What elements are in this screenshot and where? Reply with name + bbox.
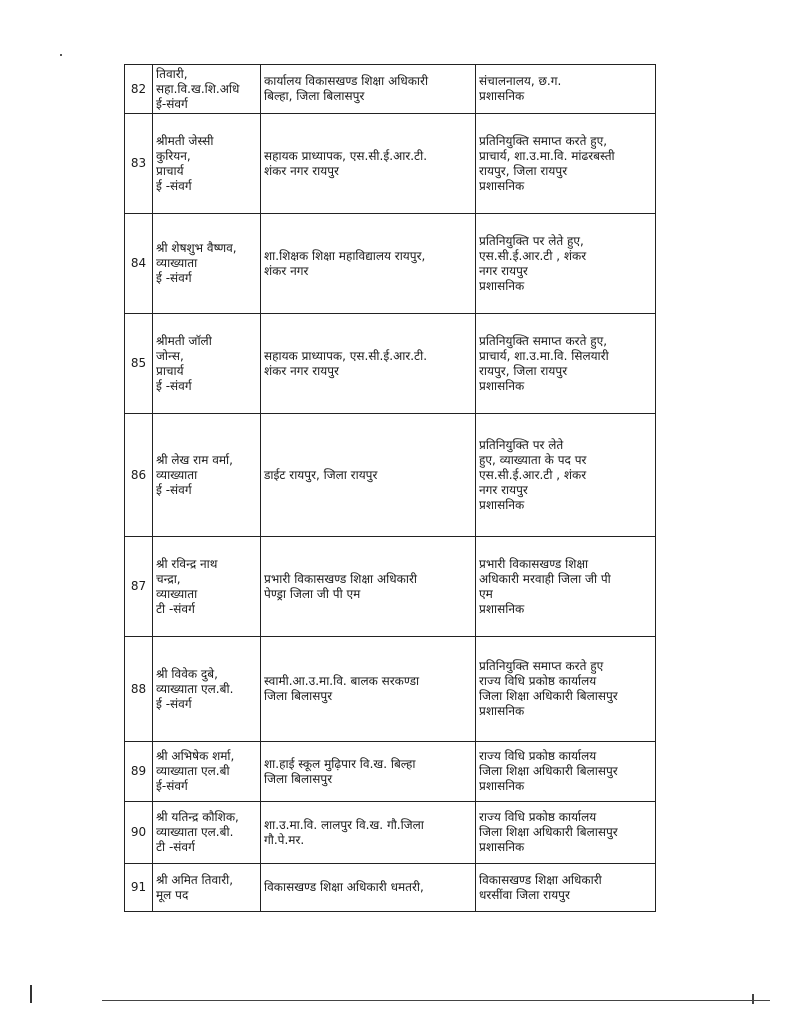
cell-line: जिला शिक्षा अधिकारी बिलासपुर	[479, 764, 618, 778]
cell-line: प्रशासनिक	[479, 378, 525, 393]
cell-line: जिला शिक्षा अधिकारी बिलासपुर	[479, 825, 618, 839]
table-row	[125, 637, 656, 742]
cell-line: प्रशासनिक	[479, 601, 525, 616]
serial-number: 87	[125, 537, 153, 637]
cell-line: टी -संवर्ग	[156, 601, 195, 616]
serial-number: 84	[125, 214, 153, 314]
new-posting-cell	[476, 802, 656, 864]
new-posting-cell	[476, 114, 656, 214]
cell-line: विकासखण्ड शिक्षा अधिकारी	[479, 872, 602, 887]
cell-line: प्राचार्य	[156, 163, 184, 178]
cell-line: प्रशासनिक	[479, 278, 525, 293]
cell-line: राज्य विधि प्रकोष्ठ कार्यालय	[479, 674, 597, 688]
cell-line: शंकर नगर रायपुर	[264, 163, 339, 178]
cell-line: नगर रायपुर	[479, 263, 528, 278]
cell-line: शा.उ.मा.वि. लालपुर वि.ख. गौ.जिला	[264, 817, 424, 832]
serial-number: 88	[125, 637, 153, 742]
scan-mark	[60, 54, 62, 56]
cell-line: एस.सी.ई.आर.टी , शंकर	[479, 467, 587, 482]
cell-line: विकासखण्ड शिक्षा अधिकारी धमतरी,	[264, 880, 424, 894]
cell-line: हुए, व्याख्याता के पद पर	[479, 452, 587, 467]
cell-line: प्रभारी विकासखण्ड शिक्षा अधिकारी	[264, 571, 417, 586]
cell-line: व्याख्याता	[156, 467, 198, 482]
cell-line: व्याख्याता एल.बी	[156, 764, 230, 778]
cell-line: अधिकारी मरवाही जिला जी पी	[479, 571, 611, 586]
cell-line: ई -संवर्ग	[156, 696, 192, 711]
cell-line: गौ.पे.मर.	[264, 832, 305, 847]
employee-name-cell	[153, 742, 261, 802]
cell-line: प्राचार्य, शा.उ.मा.वि. मांढरबस्ती	[479, 148, 615, 163]
cell-line: श्री विवेक दुबे,	[156, 666, 218, 681]
employee-name-cell	[153, 114, 261, 214]
cell-line: मूल पद	[156, 887, 189, 902]
cell-line: सहायक प्राध्यापक, एस.सी.ई.आर.टी.	[264, 148, 428, 163]
table-row	[125, 802, 656, 864]
cell-line: व्याख्याता एल.बी.	[156, 681, 234, 696]
cell-line: टी -संवर्ग	[156, 840, 195, 854]
cell-line: सहायक प्राध्यापक, एस.सी.ई.आर.टी.	[264, 348, 428, 363]
employee-name-cell	[153, 802, 261, 864]
cell-line: कुरियन,	[156, 148, 191, 163]
cell-line: डाईट रायपुर, जिला रायपुर	[264, 467, 378, 482]
cell-line: एम	[479, 586, 493, 601]
current-posting-cell	[261, 314, 476, 414]
cell-line: सहा.वि.ख.शि.अधि	[156, 81, 240, 96]
table-row	[125, 742, 656, 802]
employee-name-cell	[153, 414, 261, 537]
cell-line: प्रशासनिक	[479, 779, 525, 793]
cell-line: प्रतिनियुक्ति समाप्त करते हुए,	[479, 133, 608, 148]
cell-line: शा.हाई स्कूल मुढ़िपार वि.ख. बिल्हा	[264, 756, 416, 771]
current-posting-cell	[261, 802, 476, 864]
table-row	[125, 864, 656, 912]
current-posting-cell	[261, 537, 476, 637]
cell-line: धरसींवा जिला रायपुर	[479, 887, 570, 902]
current-posting-cell	[261, 864, 476, 912]
cell-line: ई -संवर्ग	[156, 178, 192, 193]
cell-line: प्रशासनिक	[479, 497, 525, 512]
cell-line: श्री अमित तिवारी,	[156, 872, 234, 887]
new-posting-cell	[476, 65, 656, 114]
employee-name-cell	[153, 314, 261, 414]
table-row	[125, 537, 656, 637]
new-posting-cell	[476, 314, 656, 414]
cell-line: प्रतिनियुक्ति पर लेते हुए,	[479, 233, 584, 248]
current-posting-cell	[261, 414, 476, 537]
cell-line: राज्य विधि प्रकोष्ठ कार्यालय	[479, 749, 597, 763]
current-posting-cell	[261, 214, 476, 314]
cell-line: प्रतिनियुक्ति समाप्त करते हुए,	[479, 333, 608, 348]
cell-line: रायपुर, जिला रायपुर	[479, 363, 568, 378]
cell-line: ई-संवर्ग	[156, 96, 188, 111]
cell-line: श्री अभिषेक शर्मा,	[156, 749, 235, 763]
cell-line: प्रशासनिक	[479, 704, 525, 718]
cell-line: पेण्ड्रा जिला जी पी एम	[264, 586, 361, 601]
serial-number: 90	[125, 802, 153, 864]
new-posting-cell	[476, 537, 656, 637]
cell-line: प्राचार्य, शा.उ.मा.वि. सिलयारी	[479, 348, 609, 363]
cell-line: प्रतिनियुक्ति पर लेते	[479, 437, 564, 452]
current-posting-cell	[261, 742, 476, 802]
employee-name-cell	[153, 864, 261, 912]
employee-name-cell	[153, 637, 261, 742]
cell-line: राज्य विधि प्रकोष्ठ कार्यालय	[479, 810, 597, 824]
current-posting-cell	[261, 65, 476, 114]
cell-line: जोन्स,	[156, 348, 184, 363]
cell-line: स्वामी.आ.उ.मा.वि. बालक सरकण्डा	[264, 674, 420, 688]
cell-line: ई -संवर्ग	[156, 271, 192, 285]
serial-number: 89	[125, 742, 153, 802]
new-posting-cell	[476, 214, 656, 314]
cell-line: बिल्हा, जिला बिलासपुर	[264, 89, 365, 103]
cell-line: जिला बिलासपुर	[264, 689, 333, 703]
transfer-table	[124, 64, 656, 912]
cell-line: प्रभारी विकासखण्ड शिक्षा	[479, 556, 589, 571]
cell-line: प्रशासनिक	[479, 840, 525, 854]
new-posting-cell	[476, 864, 656, 912]
serial-number: 83	[125, 114, 153, 214]
table-row	[125, 414, 656, 537]
table-row	[125, 214, 656, 314]
new-posting-cell	[476, 742, 656, 802]
margin-tick	[752, 994, 754, 1004]
employee-name-cell	[153, 214, 261, 314]
cell-line: श्री रविन्द्र नाथ	[156, 556, 218, 571]
cell-line: श्रीमती जॉली	[156, 333, 212, 348]
cell-line: श्री यतिन्द्र कौशिक,	[156, 810, 239, 824]
cell-line: संचालनालय, छ.ग.	[479, 74, 562, 88]
cell-line: जिला शिक्षा अधिकारी बिलासपुर	[479, 689, 618, 703]
cell-line: प्राचार्य	[156, 363, 184, 378]
cell-line: ई -संवर्ग	[156, 482, 192, 497]
cell-line: कार्यालय विकासखण्ड शिक्षा अधिकारी	[264, 74, 429, 88]
current-posting-cell	[261, 637, 476, 742]
serial-number: 82	[125, 65, 153, 114]
serial-number: 85	[125, 314, 153, 414]
cell-line: शा.शिक्षक शिक्षा महाविद्यालय रायपुर,	[264, 248, 426, 263]
margin-rule	[30, 985, 32, 1003]
cell-line: ई-संवर्ग	[156, 779, 188, 793]
cell-line: एस.सी.ई.आर.टी , शंकर	[479, 248, 587, 263]
table-row	[125, 314, 656, 414]
cell-line: शंकर नगर	[264, 263, 309, 278]
cell-line: तिवारी,	[156, 66, 188, 81]
cell-line: चन्द्रा,	[156, 571, 181, 586]
cell-line: श्री शेषशुभ वैष्णव,	[156, 241, 237, 255]
cell-line: श्रीमती जेस्सी	[156, 133, 214, 148]
cell-line: श्री लेख राम वर्मा,	[156, 452, 233, 467]
new-posting-cell	[476, 637, 656, 742]
table-row	[125, 114, 656, 214]
cell-line: रायपुर, जिला रायपुर	[479, 163, 568, 178]
employee-name-cell	[153, 65, 261, 114]
cell-line: शंकर नगर रायपुर	[264, 363, 339, 378]
cell-line: व्याख्याता	[156, 586, 198, 601]
cell-line: जिला बिलासपुर	[264, 771, 333, 786]
cell-line: प्रशासनिक	[479, 89, 525, 103]
serial-number: 91	[125, 864, 153, 912]
employee-name-cell	[153, 537, 261, 637]
bottom-rule	[102, 1000, 770, 1001]
cell-line: प्रतिनियुक्ति समाप्त करते हुए	[479, 659, 604, 673]
cell-line: नगर रायपुर	[479, 482, 528, 497]
cell-line: व्याख्याता	[156, 256, 198, 270]
cell-line: प्रशासनिक	[479, 178, 525, 193]
new-posting-cell	[476, 414, 656, 537]
table-row	[125, 65, 656, 114]
cell-line: व्याख्याता एल.बी.	[156, 825, 234, 839]
cell-line: ई -संवर्ग	[156, 378, 192, 393]
serial-number: 86	[125, 414, 153, 537]
current-posting-cell	[261, 114, 476, 214]
